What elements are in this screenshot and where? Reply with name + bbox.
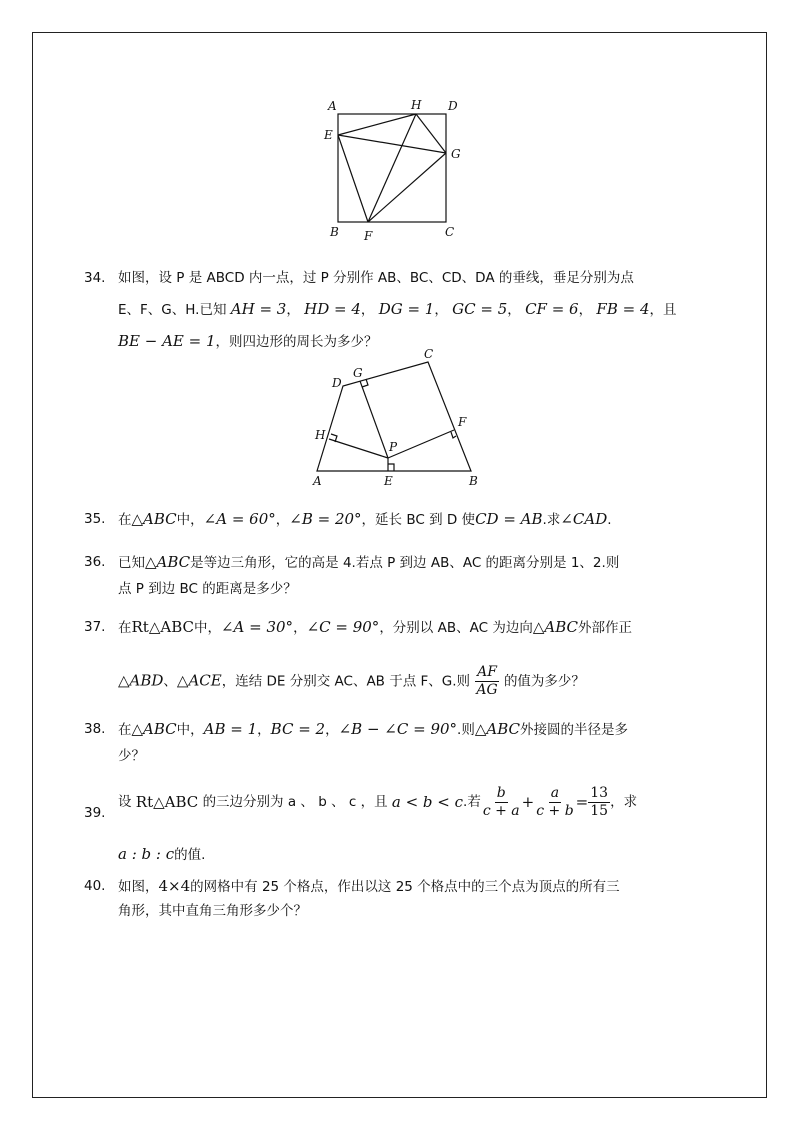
- segment-FE: [338, 135, 368, 222]
- text-run: ，延长 BC 到 D 使: [361, 512, 476, 528]
- text-run: 的值为多少？: [503, 673, 585, 690]
- segment-HF: [368, 114, 416, 222]
- math-expression: △ABC: [131, 510, 177, 528]
- question-line: [118, 876, 674, 897]
- text-run: 且: [663, 302, 677, 318]
- numerator: b: [496, 784, 506, 801]
- text-run: .则: [457, 722, 475, 738]
- question-37: [84, 617, 674, 699]
- question-line: [118, 780, 674, 824]
- text-run: 中，: [176, 512, 204, 528]
- text-run: .: [607, 512, 612, 528]
- perpendicular-PG: [360, 381, 388, 458]
- operator: +: [521, 793, 535, 811]
- math-expression: △ABC: [532, 618, 578, 636]
- math-expression: CF = 6: [525, 300, 579, 318]
- label-C: C: [445, 225, 455, 239]
- question-line: [118, 664, 674, 699]
- text-run: 如图，: [118, 879, 159, 895]
- perpendicular-PH: [329, 439, 388, 458]
- denominator: 15: [590, 802, 609, 819]
- text-run: 外部作正: [577, 620, 632, 636]
- text-run: 、: [163, 673, 177, 690]
- math-expression: BC = 2: [270, 720, 326, 738]
- math-expression: ∠A = 60°: [203, 510, 276, 528]
- question-number: 38.: [84, 721, 106, 737]
- question-line: 点 P 到边 BC 的距离是多少？: [118, 581, 297, 597]
- math-expression: 4×4: [158, 877, 191, 895]
- math-expression: FB = 4: [596, 300, 650, 318]
- text-run: .求: [542, 512, 561, 528]
- question-number: 34.: [84, 270, 106, 286]
- question-line: 在△ABC中，AB = 1，BC = 2，∠B − ∠C = 90°.则△ABC外接圆的半径是多: [118, 720, 628, 738]
- label-P: P: [389, 440, 398, 454]
- fraction: [474, 664, 499, 699]
- text-run: 在: [118, 620, 132, 636]
- math-expression: △ABD: [118, 671, 164, 690]
- question-number: 40.: [84, 878, 106, 894]
- question-line: E、F、G、H.已知 AH = 3， HD = 4， DG = 1， GC = 5， CF = 6， FB = 4，且: [118, 300, 677, 318]
- text-run: 是等边三角形，它的高是 4.若点 P 到边 AB、AC 的距离分别是 1、2.则: [190, 555, 620, 571]
- text-run: 则四边形的周长为多少？: [229, 334, 378, 350]
- text-run: 中，: [193, 620, 221, 636]
- label-C: C: [424, 347, 434, 361]
- fraction: [588, 785, 610, 820]
- math-expression: ∠CAD: [560, 510, 608, 528]
- math-expression: CD = AB: [475, 510, 543, 528]
- question-number: 36.: [84, 554, 106, 570]
- text-run: 在: [118, 512, 132, 528]
- right-angle-F: [451, 432, 456, 438]
- math-expression: a < b < c: [391, 793, 464, 811]
- math-expression: ∠B − ∠C = 90°: [338, 720, 458, 738]
- denominator: c + b: [536, 802, 574, 819]
- segment-GF: [368, 153, 446, 222]
- question-line: 如图，设 P 是 ABCD 内一点，过 P 分别作 AB、BC、CD、DA 的垂线，垂足分别为点: [118, 270, 634, 286]
- label-H: H: [315, 428, 326, 442]
- question-line: 在Rt△ABC中，∠A = 30°，∠C = 90°，分别以 AB、AC 为边向△ABC外部作正: [118, 618, 632, 636]
- fraction: [534, 785, 575, 820]
- label-F: F: [458, 415, 467, 429]
- segment-EG: [338, 135, 446, 153]
- question-number: 35.: [84, 511, 106, 527]
- question-line: 在△ABC中，∠A = 60°，∠B = 20°，延长 BC 到 D 使CD = AB.求∠CAD.: [118, 510, 612, 528]
- text-run: ，求: [610, 794, 638, 810]
- square-figure: [320, 96, 470, 246]
- quadrilateral-figure: [304, 347, 494, 487]
- question-36: [84, 552, 674, 599]
- text-run: 设: [118, 794, 132, 810]
- math-expression: AH = 3: [230, 300, 287, 318]
- question-line: [118, 552, 674, 573]
- label-D: D: [332, 376, 342, 390]
- math-expression: ∠B = 20°: [289, 510, 362, 528]
- math-expression: ∠A = 30°: [220, 618, 294, 636]
- numerator: 13: [590, 784, 609, 801]
- label-B: B: [330, 225, 339, 239]
- numerator: a: [550, 784, 560, 801]
- math-expression: △ACE: [176, 671, 222, 690]
- math-expression: a : b : c: [118, 845, 175, 863]
- label-G: G: [451, 147, 461, 161]
- math-expression: BE − AE = 1: [118, 332, 216, 350]
- label-A: A: [328, 99, 337, 113]
- question-35: [84, 509, 674, 530]
- math-expression: HD = 4: [304, 300, 361, 318]
- text-run: 中，: [176, 722, 204, 738]
- operator: =: [575, 793, 589, 811]
- fraction: [481, 785, 522, 820]
- math-expression: DG = 1: [378, 300, 435, 318]
- text-run: 的网格中有 25 个格点，作出以这 25 个格点中的三个点为顶点的所有三: [190, 879, 620, 895]
- label-E: E: [324, 128, 333, 142]
- label-F: F: [364, 229, 373, 243]
- right-angle-E: [388, 464, 394, 471]
- label-A: A: [313, 474, 322, 487]
- question-line: BE − AE = 1，则四边形的周长为多少？: [118, 332, 378, 350]
- text-run: 已知: [118, 555, 145, 571]
- text-run: 外接圆的半径是多: [520, 722, 628, 738]
- math-expression: GC = 5: [452, 300, 508, 318]
- math-expression: ∠C = 90°: [306, 618, 380, 636]
- label-H: H: [411, 98, 422, 112]
- text-run: ，分别以 AB、AC 为边向: [379, 620, 533, 636]
- question-number: 37.: [84, 619, 106, 635]
- segment-EH: [338, 114, 416, 135]
- question-34: [84, 268, 677, 352]
- label-B: B: [469, 474, 478, 487]
- math-expression: △ABC: [474, 720, 520, 738]
- math-expression: Rt△ABC: [131, 618, 194, 636]
- question-38: [84, 719, 674, 766]
- text-run: ，连结 DE 分别交 AC、AB 于点 F、G.则: [221, 673, 471, 690]
- text-run: 的三边分别为 a 、 b 、 c ，且: [202, 794, 388, 810]
- math-expression: Rt△ABC: [135, 793, 199, 811]
- label-D: D: [448, 99, 458, 113]
- math-expression: △ABC: [131, 720, 177, 738]
- math-expression: △ABC: [145, 553, 191, 571]
- math-expression: AB = 1: [203, 720, 258, 738]
- segment-HG: [416, 114, 446, 153]
- denominator: c + a: [482, 802, 520, 819]
- question-line: 角形，其中直角三角形多少个？: [118, 903, 307, 919]
- text-run: .若: [463, 794, 481, 810]
- label-G: G: [353, 366, 363, 380]
- text-run: 的值.: [174, 847, 206, 863]
- numerator: AF: [477, 664, 497, 680]
- question-40: [84, 876, 674, 921]
- question-line: [118, 844, 674, 865]
- text-run: E、F、G、H.已知: [118, 302, 227, 318]
- text-run: 在: [118, 722, 132, 738]
- perpendicular-PF: [388, 430, 454, 458]
- denominator: AG: [476, 682, 498, 698]
- question-number: 39.: [84, 805, 106, 821]
- label-E: E: [384, 474, 393, 487]
- question-line: 少？: [118, 748, 145, 764]
- question-39: [84, 780, 674, 865]
